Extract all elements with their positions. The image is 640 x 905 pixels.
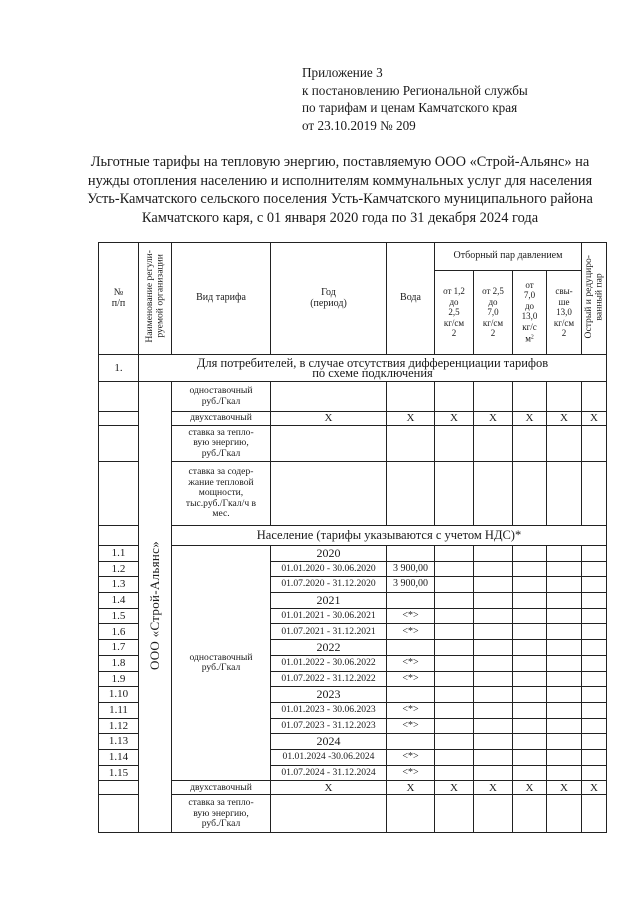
value-cell [474,702,513,718]
value-cell [513,624,547,640]
value-cell [271,426,387,462]
table-row [99,355,607,382]
value-cell [435,640,474,656]
value-cell [547,655,582,671]
value-cell [513,608,547,624]
value-cell [547,382,582,412]
value-cell [547,702,582,718]
value-cell [582,561,607,577]
x-mark: X [513,412,547,426]
value-cell [435,734,474,750]
value-cell [582,382,607,412]
period-cell: 01.07.2021 - 31.12.2021 [271,624,387,640]
header-pressure-4: свы- ше 13,0 кг/см 2 [547,271,582,355]
value-cell [513,462,547,526]
row-num: 1.7 [99,640,139,656]
value-cell [582,702,607,718]
value-cell [474,795,513,833]
value-cell [435,718,474,734]
value-cell [513,546,547,562]
period-cell: 01.01.2023 - 30.06.2023 [271,702,387,718]
value-cell [474,765,513,781]
tariff-table [98,242,607,833]
table-row [99,795,607,833]
section-title: Для потребителей, в случае отсутствия дифференциации тарифов по схеме подключения [139,355,607,382]
value-cell [582,687,607,703]
title-line-2: нужды отопления населению и исполнителям коммунальных услуг для населения [87,172,593,189]
value-cell [474,382,513,412]
table-row [99,412,607,426]
x-mark: X [271,412,387,426]
table-row [99,781,607,795]
population-heading: Население (тарифы указываются с учетом НДС)* [172,526,607,546]
price-cell: <*> [387,624,435,640]
table-row [99,526,607,546]
value-cell [435,765,474,781]
value-cell [271,462,387,526]
header-pressure-3: от 7,0 до 13,0 кг/с $м^2$ [513,271,547,355]
header-steam: Отборный пар давлением [435,243,582,271]
value-cell [435,546,474,562]
header-pressure-2: от 2,5 до 7,0 кг/см 2 [474,271,513,355]
value-cell [435,795,474,833]
num-cell [99,462,139,526]
header-water: Вода [387,243,435,355]
value-cell [387,687,435,703]
value-cell [513,718,547,734]
appendix-header [302,64,528,134]
value-cell [582,749,607,765]
price-cell: <*> [387,655,435,671]
section-num: 1. [99,355,139,382]
value-cell [582,546,607,562]
year-label: 2023 [271,687,387,703]
x-mark: X [387,781,435,795]
value-cell [582,426,607,462]
price-cell: 3 900,00 [387,577,435,593]
value-cell [435,624,474,640]
price-cell: <*> [387,718,435,734]
table-row [99,382,607,412]
value-cell [474,734,513,750]
tariff-type-single: одноставочный руб./Гкал [172,382,271,412]
value-cell [513,702,547,718]
tariff-type-heat-rate-population: ставка за тепло- вую энергию, руб./Гкал [172,795,271,833]
tariff-type-single-population: одноставочный руб./Гкал [172,546,271,781]
value-cell [474,593,513,609]
value-cell [271,382,387,412]
row-num: 1.9 [99,671,139,687]
value-cell [435,593,474,609]
header-pressure-1: от 1,2 до 2,5 кг/см 2 [435,271,474,355]
x-mark: X [513,781,547,795]
x-mark: X [435,781,474,795]
value-cell [513,593,547,609]
value-cell [547,462,582,526]
x-mark: X [582,781,607,795]
period-cell: 01.01.2024 -30.06.2024 [271,749,387,765]
x-mark: X [387,412,435,426]
x-mark: X [271,781,387,795]
value-cell [582,671,607,687]
row-num: 1.4 [99,593,139,609]
value-cell [474,718,513,734]
title-line-3: Усть-Камчатского сельского поселения Усть-Камчатского муниципального района [87,191,593,207]
value-cell [513,561,547,577]
value-cell [435,655,474,671]
value-cell [387,546,435,562]
header-year: Год (период) [271,243,387,355]
value-cell [474,546,513,562]
tariff-type-double: двухставочный [172,412,271,426]
row-num: 1.5 [99,608,139,624]
value-cell [547,765,582,781]
value-cell [474,655,513,671]
period-cell: 01.01.2021 - 30.06.2021 [271,608,387,624]
document-title [60,153,620,227]
table-row [99,243,607,271]
year-label: 2022 [271,640,387,656]
org-name: ООО «Строй-Альянс» [146,540,162,670]
x-mark: X [474,781,513,795]
value-cell [474,608,513,624]
value-cell [513,687,547,703]
value-cell [513,749,547,765]
row-num: 1.15 [99,765,139,781]
row-num: 1.3 [99,577,139,593]
value-cell [474,624,513,640]
value-cell [582,593,607,609]
row-num: 1.6 [99,624,139,640]
value-cell [582,718,607,734]
num-cell [99,382,139,412]
value-cell [435,608,474,624]
row-num: 1.12 [99,718,139,734]
period-cell: 01.01.2020 - 30.06.2020 [271,561,387,577]
value-cell [435,687,474,703]
value-cell [435,462,474,526]
x-mark: X [474,412,513,426]
num-cell [99,426,139,462]
value-cell [582,624,607,640]
title-line-1: Льготные тарифы на тепловую энергию, поставляемую ООО «Строй-Альянс» на [90,154,590,170]
value-cell [435,561,474,577]
value-cell [474,640,513,656]
value-cell [387,462,435,526]
title-line-4: Камчатского каря, с 01 января 2020 года по 31 декабря 2024 года [141,209,539,226]
value-cell [513,640,547,656]
value-cell [474,687,513,703]
price-cell: 3 900,00 [387,561,435,577]
period-cell: 01.07.2022 - 31.12.2022 [271,671,387,687]
price-cell: <*> [387,749,435,765]
tariff-type-double-population: двухставочный [172,781,271,795]
value-cell [547,671,582,687]
period-cell: 01.07.2024 - 31.12.2024 [271,765,387,781]
value-cell [582,765,607,781]
year-label: 2020 [271,546,387,562]
x-mark: X [435,412,474,426]
table-row [99,546,607,562]
value-cell [547,561,582,577]
row-num: 1.2 [99,561,139,577]
appendix-line-2: к постановлению Региональной службы [302,82,528,98]
value-cell [387,426,435,462]
table-row [99,462,607,526]
value-cell [513,655,547,671]
value-cell [435,702,474,718]
org-name-cell [139,382,172,833]
tariff-type-heat-rate: ставка за тепло- вую энергию, руб./Гкал [172,426,271,462]
period-cell: 01.01.2022 - 30.06.2022 [271,655,387,671]
value-cell [271,795,387,833]
value-cell [582,462,607,526]
value-cell [547,608,582,624]
value-cell [513,426,547,462]
num-cell [99,412,139,426]
num-cell [99,795,139,833]
x-mark: X [547,412,582,426]
value-cell [474,671,513,687]
value-cell [513,734,547,750]
value-cell [582,577,607,593]
num-cell [99,526,139,546]
price-cell: <*> [387,608,435,624]
value-cell [387,795,435,833]
value-cell [513,795,547,833]
header-num: № п/п [99,243,139,355]
price-cell: <*> [387,671,435,687]
value-cell [547,546,582,562]
value-cell [435,577,474,593]
table-row [99,426,607,462]
row-num: 1.10 [99,687,139,703]
value-cell [387,640,435,656]
value-cell [513,382,547,412]
value-cell [387,734,435,750]
value-cell [582,640,607,656]
value-cell [513,765,547,781]
tariff-type-capacity-rate: ставка за содер- жание тепловой мощности, тыс.руб./Гкал/ч в мес. [172,462,271,526]
value-cell [435,671,474,687]
x-mark: X [547,781,582,795]
value-cell [474,749,513,765]
value-cell [387,382,435,412]
year-label: 2021 [271,593,387,609]
value-cell [474,577,513,593]
year-label: 2024 [271,734,387,750]
value-cell [547,577,582,593]
row-num: 1.8 [99,655,139,671]
price-cell: <*> [387,702,435,718]
period-cell: 01.07.2020 - 31.12.2020 [271,577,387,593]
x-mark: X [582,412,607,426]
row-num: 1.14 [99,749,139,765]
value-cell [547,734,582,750]
value-cell [513,671,547,687]
value-cell [582,734,607,750]
row-num: 1.11 [99,702,139,718]
value-cell [474,462,513,526]
value-cell [582,655,607,671]
value-cell [547,749,582,765]
value-cell [547,640,582,656]
value-cell [435,426,474,462]
value-cell [547,426,582,462]
value-cell [387,593,435,609]
value-cell [547,795,582,833]
value-cell [513,577,547,593]
appendix-line-4: от 23.10.2019 № 209 [302,117,416,133]
value-cell [435,749,474,765]
value-cell [582,608,607,624]
num-cell [99,781,139,795]
header-tariff-type: Вид тарифа [172,243,271,355]
header-sharp-steam: Острый и редуциро- ванный пар [582,243,607,355]
appendix-line-1: Приложение 3 [302,65,383,80]
value-cell [435,382,474,412]
value-cell [582,795,607,833]
row-num: 1.13 [99,734,139,750]
value-cell [547,624,582,640]
row-num: 1.1 [99,546,139,562]
value-cell [547,718,582,734]
value-cell [474,426,513,462]
value-cell [547,593,582,609]
value-cell [547,687,582,703]
value-cell [474,561,513,577]
period-cell: 01.07.2023 - 31.12.2023 [271,718,387,734]
appendix-line-3: по тарифам и ценам Камчатского края [302,100,518,115]
header-org-name: Наименование регули- руемой организации [139,243,172,355]
price-cell: <*> [387,765,435,781]
